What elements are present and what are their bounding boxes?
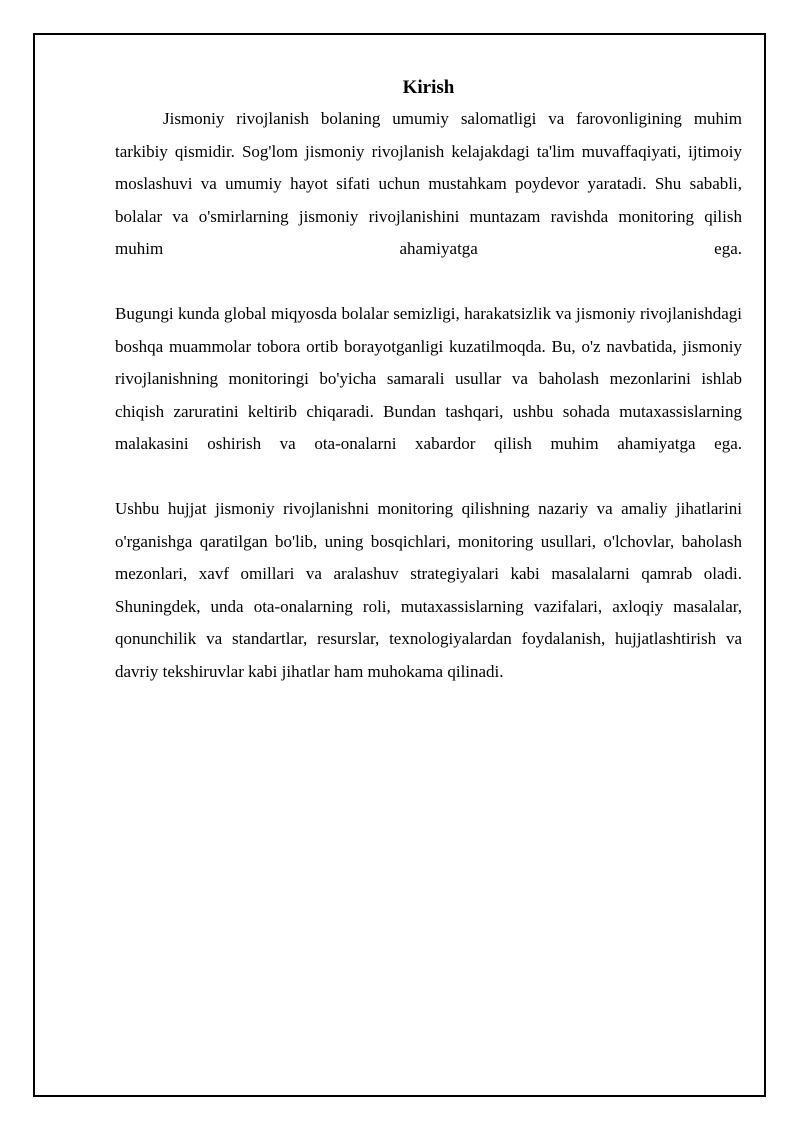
document-body bbox=[115, 73, 742, 688]
paragraph-spacer bbox=[115, 266, 742, 299]
document-title: Kirish bbox=[402, 77, 455, 98]
paragraph-problems: Bugungi kunda global miqyosda bolalar semizligi, harakatsizlik va jismoniy rivojlanishdagi boshqa muammolar tobora ortib borayotganligi kuzatilmoqda. Bu, o'z navbatida, jismoniy rivojlanishning monitoringi bo'yicha samarali usullar va baholash mezonlarini ishlab chiqish zaruratini keltirib chiqaradi. Bundan tashqari, ushbu sohada mutaxassislarning malakasini oshirish va ota-onalarni xabardor qilish muhim ahamiyatga ega. bbox=[115, 304, 742, 453]
paragraph-spacer bbox=[115, 461, 742, 494]
paragraph-scope: Ushbu hujjat jismoniy rivojlanishni monitoring qilishning nazariy va amaliy jihatlarini o'rganishga qaratilgan bo'lib, uning bosqichlari, monitoring usullari, o'lchovlar, baholash mezonlari, xavf omillari va aralashuv strategiyalari kabi masalalarni qamrab oladi. Shuningdek, unda ota-onalarning roli, mutaxassislarning vazifalari, axloqiy masalalar, qonunchilik va standartlar, resurslar, texnologiyalardan foydalanish, hujjatlashtirish va davriy tekshiruvlar kabi jihatlar ham muhokama qilinadi. bbox=[115, 499, 742, 681]
paragraph-intro: Jismoniy rivojlanish bolaning umumiy salomatligi va farovonligining muhim tarkibiy qismidir. Sog'lom jismoniy rivojlanish kelajakdagi ta'lim muvaffaqiyati, ijtimoiy moslashuvi va umumiy hayot sifati uchun mustahkam poydevor yaratadi. Shu sababli, bolalar va o'smirlarning jismoniy rivojlanishini muntazam ravishda monitoring qilish muhim ahamiyatga ega. bbox=[115, 109, 742, 258]
